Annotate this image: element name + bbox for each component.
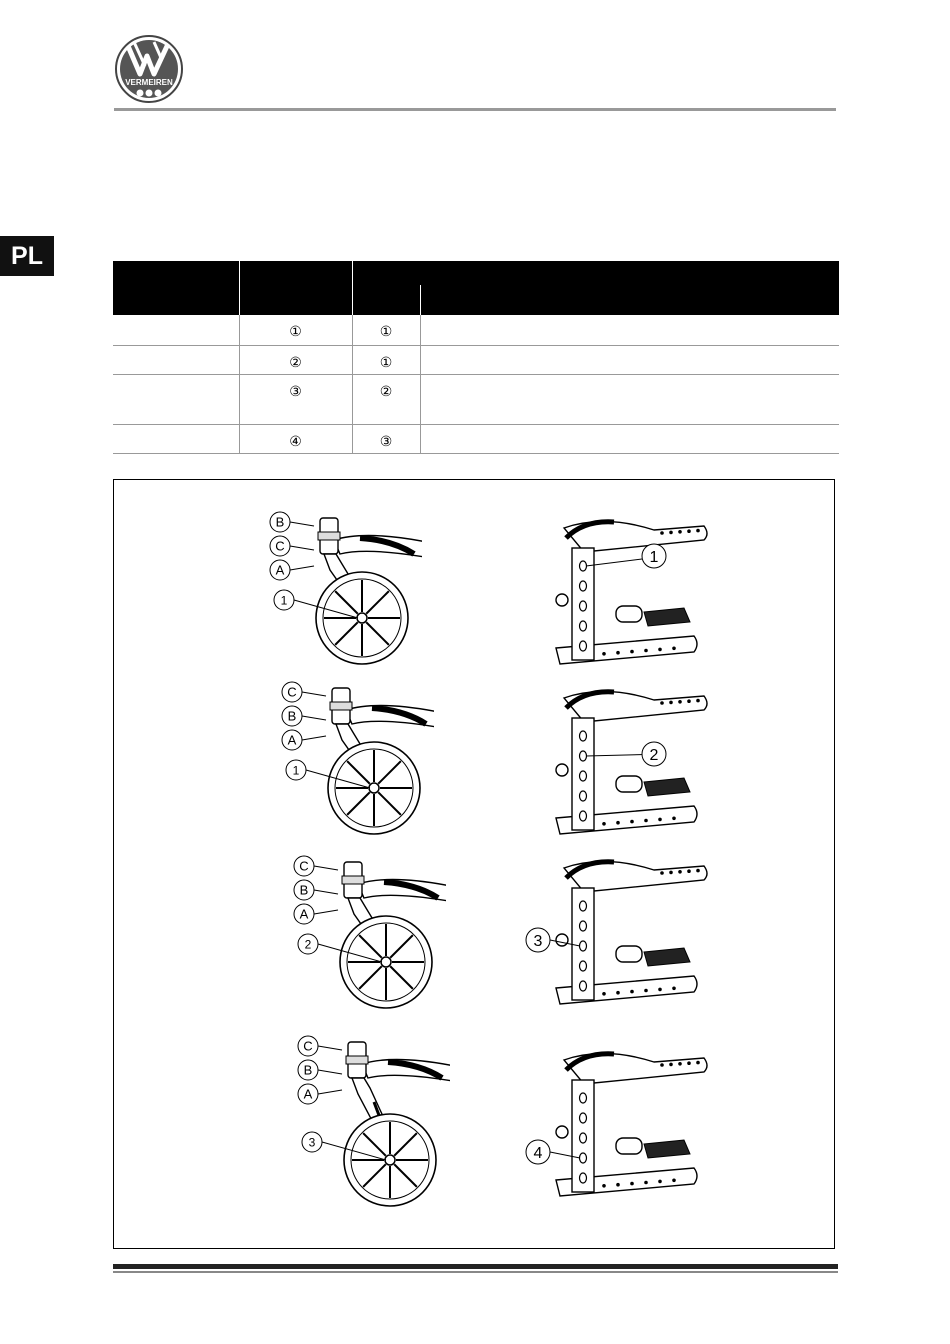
table-header-cell (239, 261, 352, 285)
front-caster-illustration (274, 678, 434, 838)
brake-knob (616, 946, 642, 962)
axle-hole (580, 981, 587, 991)
table-header-cell (239, 285, 352, 315)
table-header-cell (113, 261, 239, 315)
rear-axle-illustration (524, 1040, 714, 1220)
axle-bolt (556, 764, 568, 776)
svg-text:VERMEIREN: VERMEIREN (125, 78, 173, 87)
axle-hole (580, 561, 587, 571)
row-label (113, 374, 239, 424)
rear-position: ① (352, 345, 420, 374)
tube-hole (669, 1063, 673, 1067)
brake-pad (644, 608, 690, 626)
axle-hole (580, 921, 587, 931)
axle-hole (580, 961, 587, 971)
caster-label-c: C (287, 684, 297, 700)
tube-hole (696, 529, 700, 533)
caster-label-b: B (287, 708, 297, 724)
rear-position: ② (352, 374, 420, 424)
row-label (113, 315, 239, 345)
tube-hole (678, 700, 682, 704)
tube-hole (658, 1180, 662, 1184)
axle-hole (580, 771, 587, 781)
tube-hole (672, 1179, 676, 1183)
tube-hole (687, 529, 691, 533)
caster-label-c: C (303, 1038, 313, 1054)
tube-hole (687, 869, 691, 873)
table-header-cell (352, 261, 839, 285)
wheel-axle (385, 1155, 395, 1165)
caster-label-a: A (287, 732, 297, 748)
tube-hole (660, 1063, 664, 1067)
caster-label-b: B (275, 514, 285, 530)
footer-rule (113, 1264, 838, 1269)
row-note (420, 374, 839, 424)
caster-position: ④ (239, 424, 352, 453)
caster-label-c: C (275, 538, 285, 554)
caster-nut (330, 702, 352, 710)
axle-position-label: 3 (533, 932, 543, 950)
brake-knob (616, 606, 642, 622)
rear-position: ③ (352, 424, 420, 453)
tube-hole (616, 991, 620, 995)
tube-hole (602, 652, 606, 656)
axle-bolt (556, 934, 568, 946)
axle-bolt (556, 1126, 568, 1138)
footer-rule (113, 1271, 838, 1273)
tube-hole (630, 1182, 634, 1186)
caster-nut (342, 876, 364, 884)
tube-hole (616, 651, 620, 655)
rear-axle-illustration (524, 848, 714, 1023)
caster-nut (346, 1056, 368, 1064)
tube-hole (644, 1181, 648, 1185)
axle-hole (580, 901, 587, 911)
axle-position-label: 1 (280, 593, 288, 608)
axle-hole (580, 601, 587, 611)
figure-panel (113, 479, 835, 1249)
tube-hole (669, 531, 673, 535)
wheel-axle (369, 783, 379, 793)
tube-hole (658, 818, 662, 822)
tube-hole (678, 1062, 682, 1066)
table-header-cell (420, 285, 839, 315)
tube-hole (696, 869, 700, 873)
caster-label-a: A (299, 906, 309, 922)
axle-bolt (556, 594, 568, 606)
tube-hole (660, 701, 664, 705)
table-row (113, 315, 839, 345)
row-label (113, 424, 239, 453)
tube-hole (616, 1183, 620, 1187)
rear-position: ① (352, 315, 420, 345)
vermeiren-logo (114, 34, 184, 104)
caster-label-b: B (299, 882, 309, 898)
axle-hole (580, 1133, 587, 1143)
caster-position: ③ (239, 374, 352, 424)
axle-hole (580, 751, 587, 761)
caster-label-a: A (303, 1086, 313, 1102)
brake-pad (644, 778, 690, 796)
axle-hole (580, 1153, 587, 1163)
axle-hole (580, 791, 587, 801)
tube-hole (696, 1061, 700, 1065)
axle-hole (580, 1173, 587, 1183)
brake-knob (616, 1138, 642, 1154)
axle-position-label: 4 (533, 1144, 543, 1162)
tube-hole (672, 817, 676, 821)
wheel-axle (381, 957, 391, 967)
axle-hole (580, 621, 587, 631)
tube-hole (660, 871, 664, 875)
row-note (420, 424, 839, 453)
tube-hole (644, 989, 648, 993)
tube-hole (644, 819, 648, 823)
brake-pad (644, 948, 690, 966)
axle-hole (580, 1093, 587, 1103)
tube-hole (672, 647, 676, 651)
tube-hole (602, 992, 606, 996)
tube-hole (678, 870, 682, 874)
tube-hole (696, 699, 700, 703)
header-rule (114, 108, 836, 111)
axle-position-label: 2 (304, 937, 312, 952)
table-row (113, 424, 839, 453)
axle-hole (580, 731, 587, 741)
language-tab: PL (0, 236, 54, 276)
axle-hole (580, 1113, 587, 1123)
caster-label-b: B (303, 1062, 313, 1078)
tube-hole (616, 821, 620, 825)
wheel-axle (357, 613, 367, 623)
tube-hole (669, 871, 673, 875)
axle-position-label: 3 (308, 1135, 316, 1150)
tube-hole (687, 699, 691, 703)
table-row (113, 345, 839, 374)
caster-nut (318, 532, 340, 540)
tube-hole (602, 822, 606, 826)
rear-axle-illustration (544, 678, 714, 853)
axle-hole (580, 941, 587, 951)
tube-hole (630, 650, 634, 654)
axle-position-label: 2 (649, 746, 659, 764)
table-row (113, 374, 839, 424)
tube-hole (672, 987, 676, 991)
axle-hole (580, 811, 587, 821)
axle-position-label: 1 (649, 548, 659, 566)
brake-pad (644, 1140, 690, 1158)
tube-hole (658, 648, 662, 652)
tube-hole (630, 990, 634, 994)
brake-knob (616, 776, 642, 792)
front-caster-illustration (286, 852, 446, 1012)
table-header-cell (352, 285, 420, 315)
rear-axle-illustration (544, 508, 714, 683)
axle-position-label: 1 (292, 763, 300, 778)
tube-hole (644, 649, 648, 653)
tube-hole (678, 530, 682, 534)
tube-hole (602, 1184, 606, 1188)
row-label (113, 345, 239, 374)
front-caster-illustration (262, 508, 422, 668)
row-note (420, 345, 839, 374)
caster-position: ② (239, 345, 352, 374)
caster-position: ① (239, 315, 352, 345)
spec-table (113, 261, 839, 454)
front-caster-illustration (290, 1032, 450, 1212)
caster-label-c: C (299, 858, 309, 874)
tube-hole (687, 1061, 691, 1065)
axle-hole (580, 641, 587, 651)
row-note (420, 315, 839, 345)
tube-hole (658, 988, 662, 992)
axle-hole (580, 581, 587, 591)
caster-label-a: A (275, 562, 285, 578)
tube-hole (630, 820, 634, 824)
tube-hole (669, 701, 673, 705)
tube-hole (660, 531, 664, 535)
